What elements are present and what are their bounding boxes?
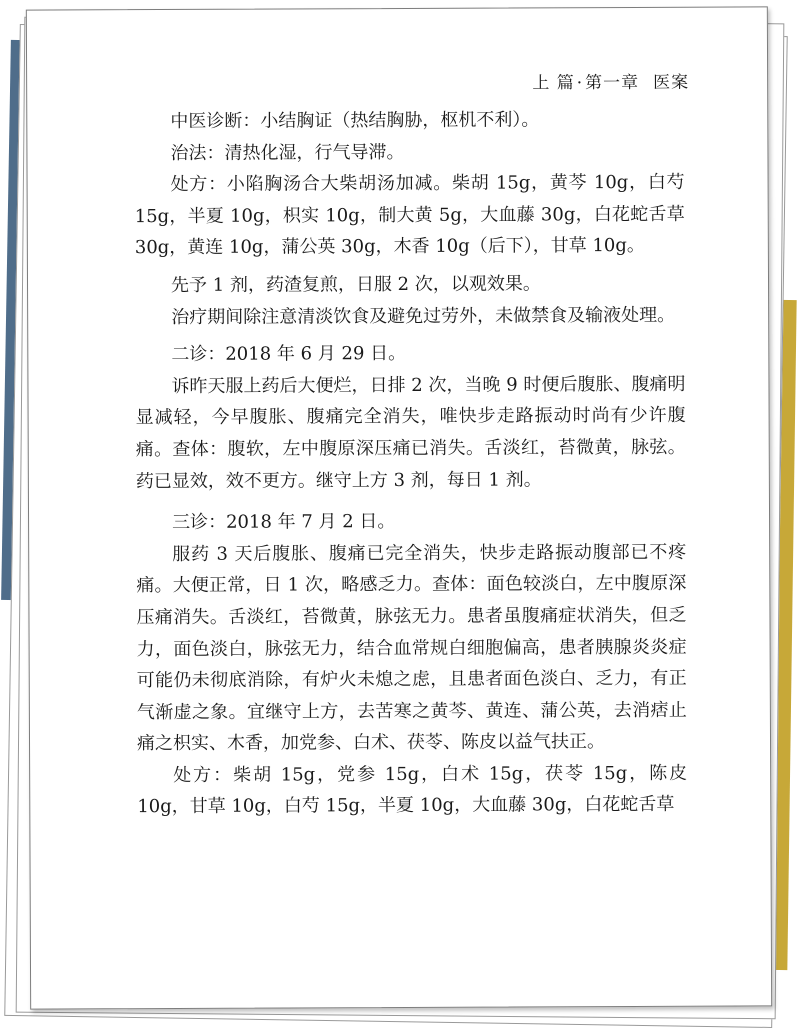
second-visit-paragraph: 诉昨天服上药后大便烂，日排 2 次，当晚 9 时便后腹胀、腹痛明显减轻，今早腹胀、腹痛完全消失，唯快步走路振动时尚有少许腹痛。查体：腹软，左中腹原深压痛已消失。舌淡红，苔微黄，脉弦。药已显效，效不更方。继守上方 3 剂，每日 1 剂。	[135, 373, 686, 492]
dosage-paragraph: 先予 1 剂，药渣复煎，日服 2 次，以观效果。	[170, 273, 541, 296]
page-body	[134, 104, 687, 823]
header-section: 医案	[653, 72, 690, 93]
second-visit-heading: 二诊：2018 年 6 月 29 日。	[171, 343, 407, 366]
header-part: 上 篇	[532, 73, 575, 94]
final-prescription-paragraph: 处方：柴胡 15g，党参 15g，白术 15g，茯苓 15g，陈皮 10g，甘草 10g，白芍 15g，半夏 10g，大血藤 30g，白花蛇舌草	[137, 762, 688, 818]
third-visit-paragraph: 服药 3 天后腹胀、腹痛已完全消失，快步走路振动腹部已不疼痛。大便正常，日 1 次，略感乏力。查体：面色较淡白，左中腹原深压痛消失。舌淡红，苔微黄，脉弦无力。患者虽腹痛症状消失，但乏力，面色淡白，脉弦无力，结合血常规白细胞偏高，患者胰腺炎炎症可能仍未彻底消除，有炉火未熄之虑，且患者面色淡白、乏力，有正气渐虚之象。宜继守上方，去苦寒之黄芩、黄连、蒲公英，去消痞止痛之枳实、木香，加党参、白术、茯苓、陈皮以益气扶正。	[136, 541, 687, 755]
prescription-paragraph: 处方：小陷胸汤合大柴胡汤加减。柴胡 15g，黄芩 10g，白芍 15g，半夏 10g，枳实 10g，制大黄 5g，大血藤 30g，白花蛇舌草 30g，黄连 10g，蒲公英 30g，木香 10g（后下），甘草 10g。	[134, 171, 685, 259]
tcm-diagnosis-paragraph: 中医诊断：小结胸证（热结胸胁，枢机不利）。	[170, 109, 540, 132]
header-dot: ·	[576, 73, 584, 94]
running-header	[532, 68, 689, 94]
book-page	[26, 6, 772, 1009]
third-visit-heading: 三诊：2018 年 7 月 2 日。	[172, 511, 396, 534]
care-note-paragraph: 治疗期间除注意清淡饮食及避免过劳外，未做禁食及输液处理。	[171, 304, 676, 328]
header-chapter: 第一章	[585, 72, 640, 94]
treatment-method-paragraph: 治法：清热化湿，行气导滞。	[170, 141, 405, 164]
